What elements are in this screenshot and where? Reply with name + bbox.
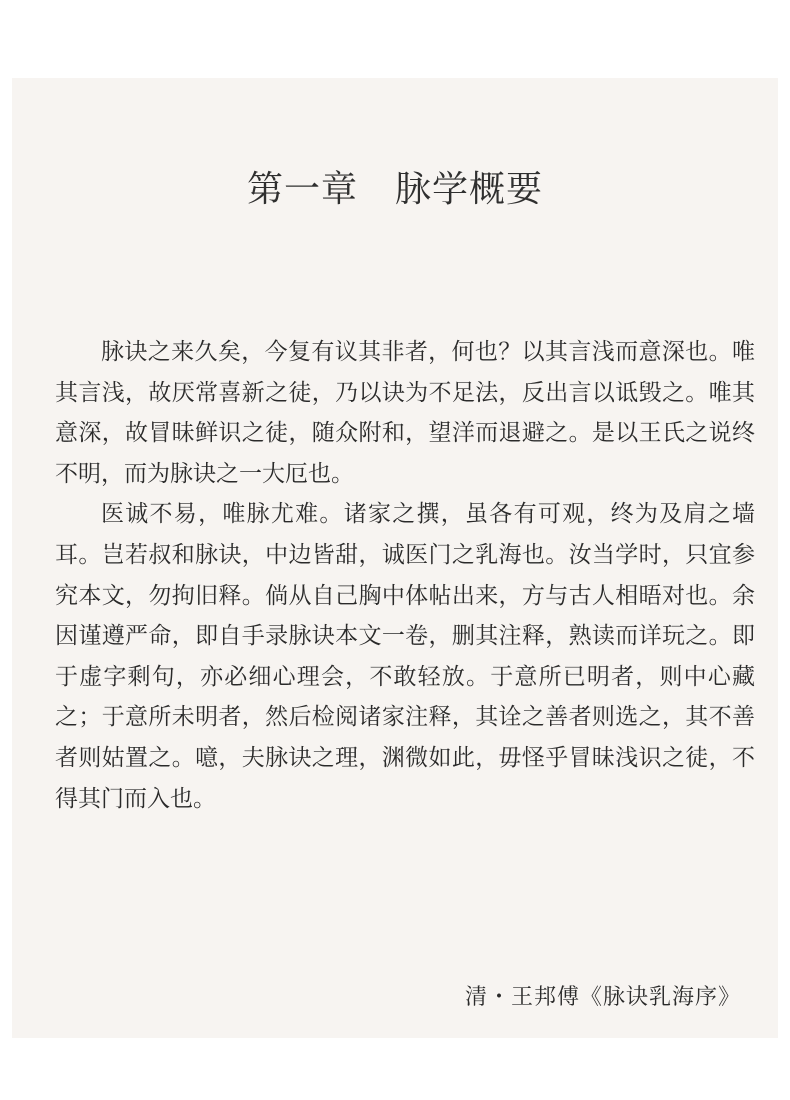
- paragraph: 脉诀之来久矣，今复有议其非者，何也？以其言浅而意深也。唯其言浅，故厌常喜新之徒，乃以诀为不足法，反出言以诋毁之。唯其意深，故冒昧鲜识之徒，随众附和，望洋而退避之。是以王氏之说终不明，而为脉诀之一大厄也。: [55, 339, 755, 487]
- body-text: [55, 332, 755, 819]
- quote-attribution: 清・王邦傅《脉诀乳海序》: [464, 985, 741, 1010]
- paragraph: 医诚不易，唯脉尤难。诸家之撰，虽各有可观，终为及肩之墙耳。岂若叔和脉诀，中边皆甜，诚医门之乳海也。汝当学时，只宜参究本文，勿拘旧释。倘从自己胸中体帖出来，方与古人相晤对也。余因谨遵严命，即自手录脉诀本文一卷，删其注释，熟读而详玩之。即于虚字剩句，亦必细心理会，不敢轻放。于意所已明者，则中心藏之；于意所未明者，然后检阅诸家注释，其诠之善者则选之，其不善者则姑置之。噫，夫脉诀之理，渊微如此，毋怪乎冒昧浅识之徒，不得其门而入也。: [55, 501, 755, 812]
- book-page: [12, 78, 778, 1038]
- chapter-title: 第一章 脉学概要: [246, 169, 543, 211]
